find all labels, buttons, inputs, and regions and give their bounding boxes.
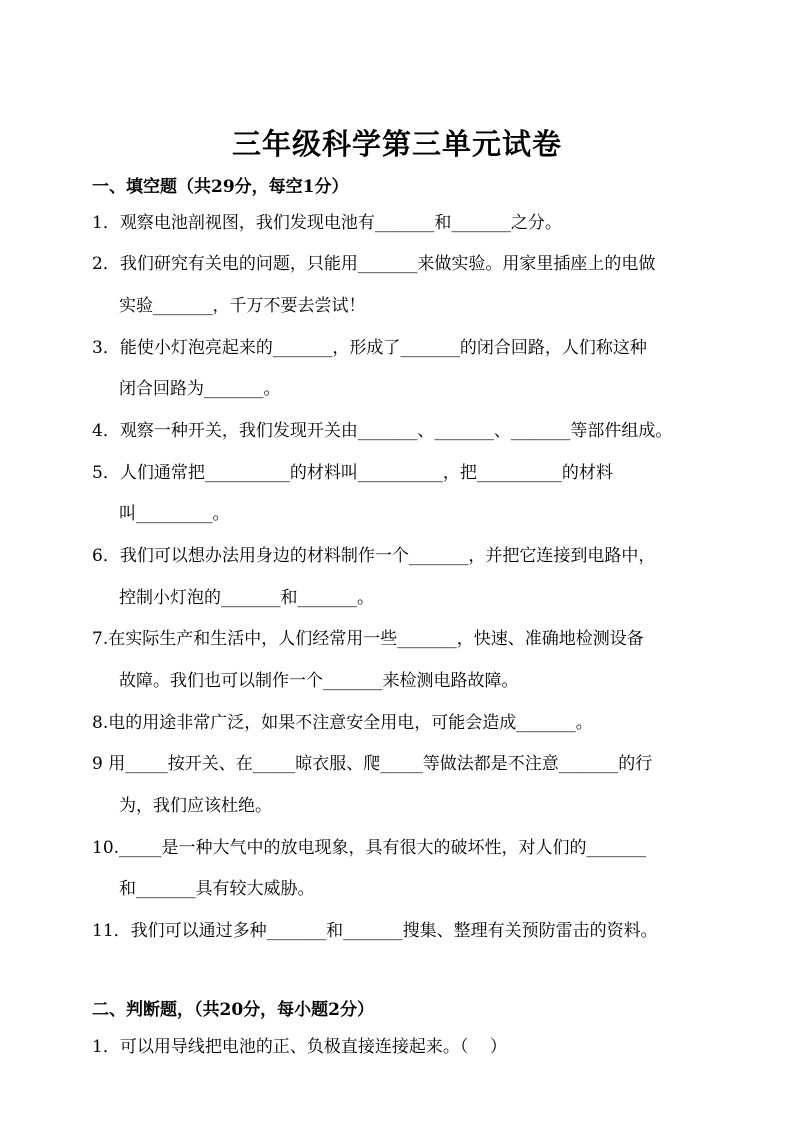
question-line: 3．能使小灯泡亮起来的_______，形成了_______的闭合回路，人们称这种 <box>92 338 647 358</box>
question-line: 故障。我们也可以制作一个_______来检测电路故障。 <box>119 671 519 691</box>
question-line: 9 用_____按开关、在_____晾衣服、爬_____等做法都是不注意_______的行 <box>92 754 653 774</box>
section-heading-true-false: 二、判断题，（共20分，每小题2分） <box>92 1000 374 1020</box>
question-line: 实验_______，千万不要去尝试！ <box>119 296 366 316</box>
question-line: 7.在实际生产和生活中，人们经常用一些_______，快速、准确地检测设备 <box>92 629 644 649</box>
question-line: 1．可以用导线把电池的正、负极直接连接起来。（ ） <box>92 1037 507 1057</box>
question-line: 1．观察电池剖视图，我们发现电池有_______和_______之分。 <box>92 213 562 233</box>
section-heading-fill-blank: 一、填空题（共29分，每空1分） <box>92 177 349 197</box>
question-line: 2．我们研究有关电的问题，只能用_______来做实验。用家里插座上的电做 <box>92 254 656 274</box>
question-line: 5．人们通常把__________的材料叫__________，把__________的材料 <box>92 463 613 483</box>
question-line: 为，我们应该杜绝。 <box>119 796 272 816</box>
question-line: 和_______具有较大威胁。 <box>119 879 315 899</box>
question-line: 闭合回路为_______。 <box>119 379 281 399</box>
question-line: 8.电的用途非常广泛，如果不注意安全用电，可能会造成_______。 <box>92 713 593 733</box>
question-line: 11．我们可以通过多种_______和_______搜集、整理有关预防雷击的资料。 <box>92 921 658 941</box>
question-line: 叫_________。 <box>119 504 230 524</box>
question-line: 10._____是一种大气中的放电现象，具有很大的破坏性，对人们的_______ <box>92 838 647 858</box>
question-line: 4．观察一种开关，我们发现开关由_______、_______、_______等部件组成。 <box>92 421 673 441</box>
question-line: 6．我们可以想办法用身边的材料制作一个_______，并把它连接到电路中， <box>92 546 656 566</box>
question-line: 控制小灯泡的_______和_______。 <box>119 588 374 608</box>
exam-title: 三年级科学第三单元试卷 <box>231 127 562 161</box>
